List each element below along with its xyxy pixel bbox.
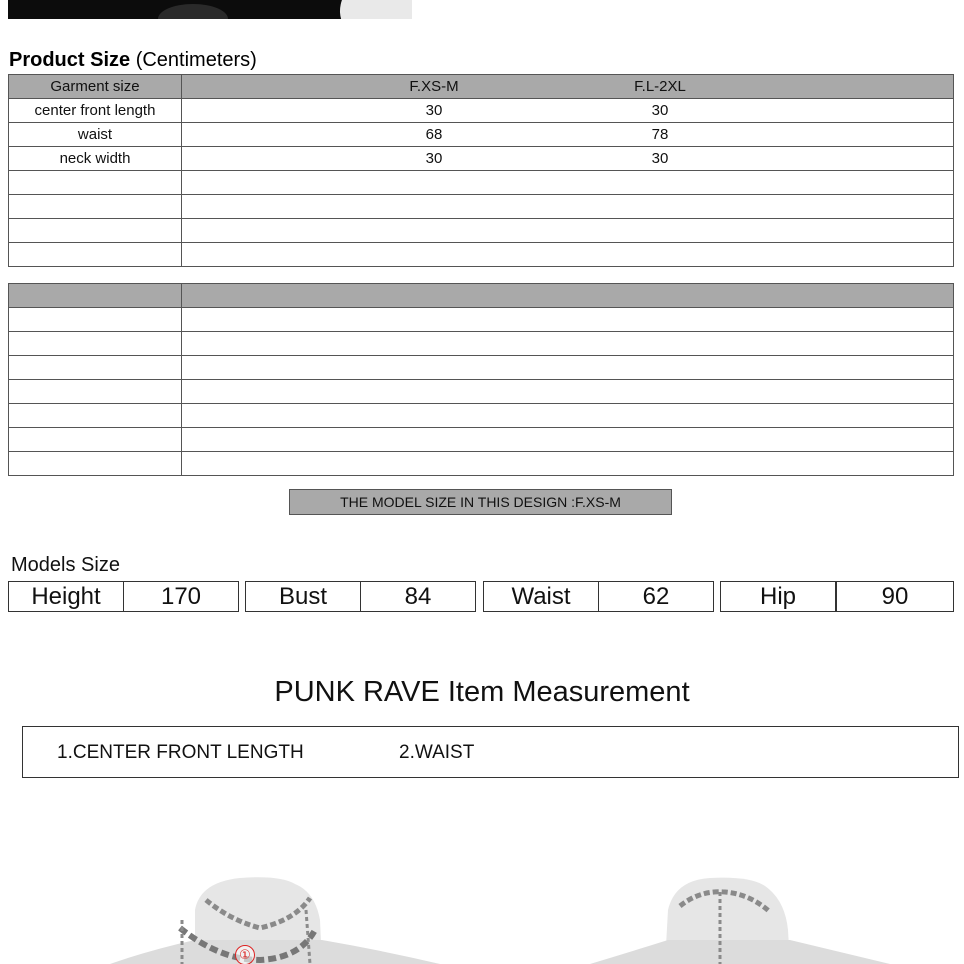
size-columns-header [182, 75, 954, 99]
empty-row [9, 171, 954, 195]
table-row [9, 147, 954, 171]
photo-fabric-highlight [328, 0, 412, 19]
mannequin-front-image [110, 870, 440, 964]
model-waist-value: 62 [598, 581, 714, 612]
cell-value: 30 [651, 150, 669, 167]
mannequin-front-drawing [110, 870, 440, 964]
cell-value: 68 [425, 126, 443, 143]
row-values [182, 123, 954, 147]
size-table-header [9, 75, 954, 99]
model-size-note: THE MODEL SIZE IN THIS DESIGN :F.XS-M [289, 489, 672, 515]
row-values [182, 147, 954, 171]
measurement-item-1: 1.CENTER FRONT LENGTH [57, 742, 304, 763]
garment-size-header: Garment size [9, 75, 182, 99]
measurement-legend [22, 726, 959, 778]
model-waist-label: Waist [483, 581, 599, 612]
empty-row [9, 380, 954, 404]
empty-row [9, 452, 954, 476]
row-label: neck width [9, 147, 182, 171]
empty-size-table [8, 283, 954, 476]
product-photo-top [8, 0, 412, 19]
row-label: waist [9, 123, 182, 147]
empty-row [9, 332, 954, 356]
row-label: center front length [9, 99, 182, 123]
size-table [8, 74, 954, 267]
model-height-value: 170 [123, 581, 239, 612]
size-header-2: F.L-2XL [634, 78, 686, 95]
empty-row [9, 308, 954, 332]
cell-value: 30 [651, 102, 669, 119]
table-row [9, 99, 954, 123]
cell-value: 78 [651, 126, 669, 143]
empty-row [9, 356, 954, 380]
product-size-heading: Product Size [9, 49, 131, 71]
photo-fabric-shadow [158, 4, 228, 19]
empty-row [9, 428, 954, 452]
measurement-title: PUNK RAVE Item Measurement [274, 676, 690, 708]
model-hip-value: 90 [836, 581, 954, 612]
model-hip-label: Hip [720, 581, 836, 612]
measurement-item-2: 2.WAIST [399, 742, 475, 763]
product-size-title [9, 49, 257, 72]
model-height-label: Height [8, 581, 124, 612]
empty-row [9, 219, 954, 243]
cell-value: 30 [425, 102, 443, 119]
models-size-title: Models Size [11, 554, 120, 576]
product-size-unit: (Centimeters) [135, 49, 257, 71]
mannequin-back-image [570, 870, 900, 964]
empty-table-header [9, 284, 954, 308]
row-values [182, 99, 954, 123]
table-row [9, 123, 954, 147]
mannequin-back-drawing [570, 870, 900, 964]
model-bust-value: 84 [360, 581, 476, 612]
size-header-1: F.XS-M [409, 78, 459, 95]
cell-value: 30 [425, 150, 443, 167]
empty-row [9, 404, 954, 428]
measurement-marker-1: ① [235, 945, 255, 964]
empty-row [9, 243, 954, 267]
empty-row [9, 195, 954, 219]
model-bust-label: Bust [245, 581, 361, 612]
